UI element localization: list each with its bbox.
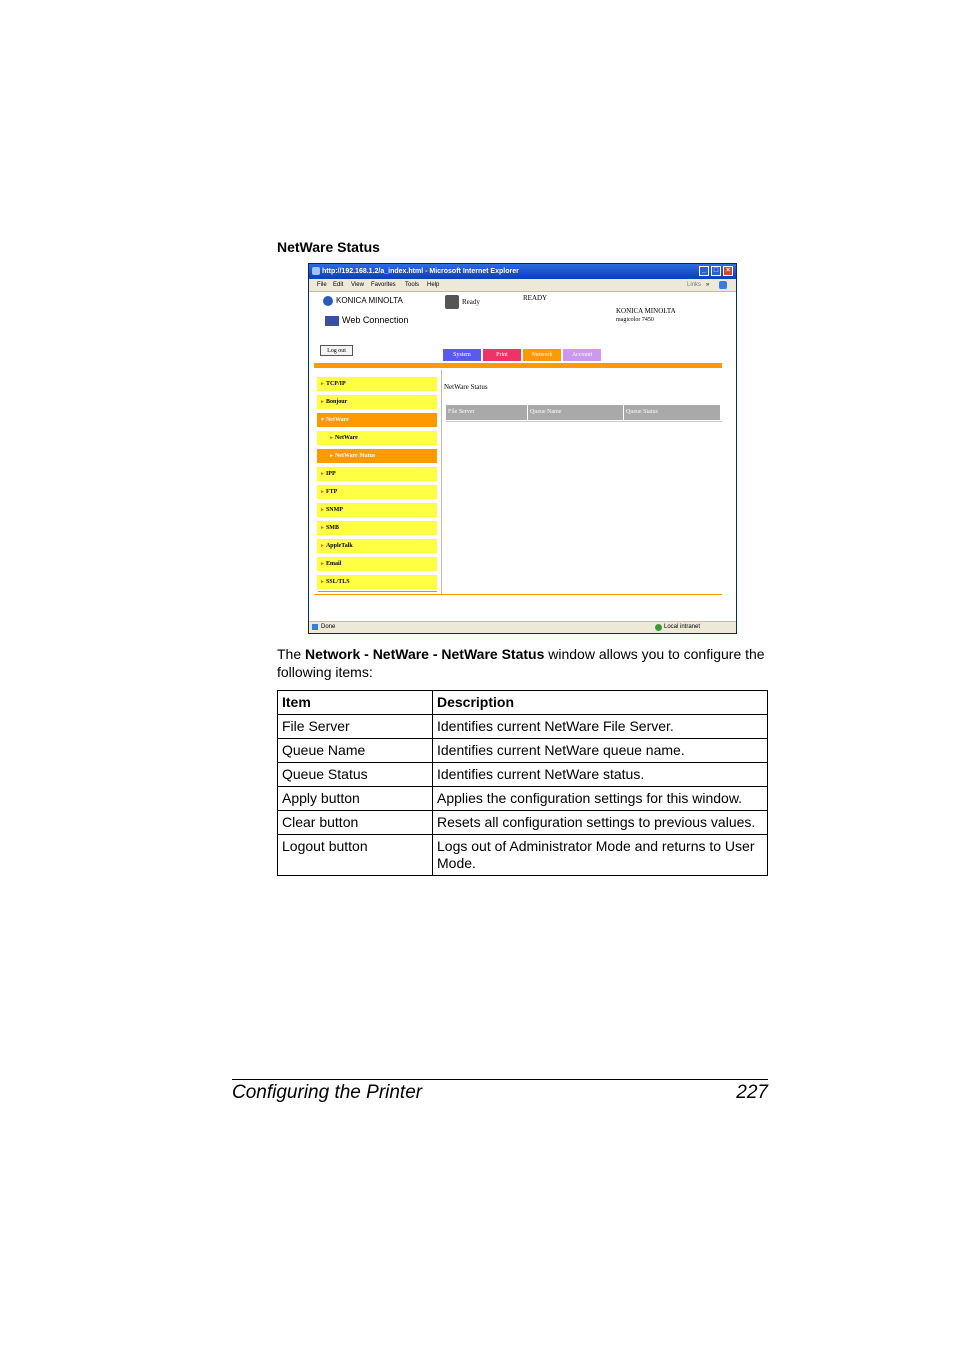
- cell-description: Identifies current NetWare queue name.: [433, 739, 768, 763]
- menu-file[interactable]: File: [317, 282, 327, 288]
- intro-bold-path: Network - NetWare - NetWare Status: [305, 646, 545, 662]
- cell-item: Queue Status: [278, 763, 433, 787]
- nav-ssltls[interactable]: ►SSL/TLS: [317, 575, 437, 589]
- nav-netware-sub[interactable]: ►NetWare: [317, 431, 437, 445]
- menu-favorites[interactable]: Favorites: [371, 282, 396, 288]
- table-row: [278, 811, 768, 835]
- printer-ready-label: Ready: [462, 298, 480, 306]
- menu-edit[interactable]: Edit: [333, 282, 344, 288]
- tab-system[interactable]: System: [443, 349, 481, 361]
- device-brand: KONICA MINOLTA: [616, 307, 676, 315]
- arrow-right-icon: ►: [320, 562, 325, 567]
- window-title: http://192.168.1.2/a_index.html - Microsoft Internet Explorer: [322, 268, 519, 275]
- intranet-icon: [655, 624, 662, 631]
- pagescope-icon: [325, 316, 339, 326]
- menu-bar: [309, 279, 736, 292]
- menu-help[interactable]: Help: [427, 282, 440, 288]
- cell-item: File Server: [278, 715, 433, 739]
- nav-tcpip[interactable]: ►TCP/IP: [317, 377, 437, 391]
- footer-rule: [232, 1079, 768, 1080]
- column-queue-status: Queue Status: [624, 405, 721, 420]
- arrow-right-icon: ►: [320, 382, 325, 387]
- table-row: [278, 835, 768, 876]
- cell-item: Clear button: [278, 811, 433, 835]
- tab-network[interactable]: Network: [523, 349, 561, 361]
- logout-button[interactable]: Log out: [320, 345, 353, 356]
- nav-ftp[interactable]: ►FTP: [317, 485, 437, 499]
- nav-bonjour[interactable]: ►Bonjour: [317, 395, 437, 409]
- arrow-right-icon: ►: [329, 454, 334, 459]
- table-row: [278, 787, 768, 811]
- intro-paragraph: The Network - NetWare - NetWare Status window allows you to configure the following items:: [277, 646, 765, 680]
- chevron-right-icon[interactable]: »: [706, 282, 710, 288]
- table-row: [278, 715, 768, 739]
- table-header-row: [278, 691, 768, 715]
- tab-print[interactable]: Print: [483, 349, 521, 361]
- nav-snmp[interactable]: ►SNMP: [317, 503, 437, 517]
- header-divider: [314, 363, 722, 368]
- footer-divider: [314, 594, 722, 595]
- cell-description: Resets all configuration settings to previous values.: [433, 811, 768, 835]
- nav-netware-status[interactable]: ►NetWare Status: [317, 449, 437, 463]
- cell-item: Queue Name: [278, 739, 433, 763]
- nav-appletalk[interactable]: ►AppleTalk: [317, 539, 437, 553]
- page-icon: [312, 624, 318, 630]
- status-zone: Local intranet: [664, 624, 701, 630]
- menu-tools[interactable]: Tools: [405, 282, 420, 288]
- arrow-right-icon: ►: [320, 526, 325, 531]
- web-page: [311, 292, 734, 622]
- arrow-right-icon: ►: [320, 580, 325, 585]
- frame-divider: [441, 370, 442, 595]
- links-label[interactable]: Links: [687, 282, 702, 288]
- web-connection-logo: Web Connection: [325, 315, 408, 326]
- header-description: Description: [433, 691, 768, 715]
- table-row: [278, 763, 768, 787]
- arrow-right-icon: ►: [320, 508, 325, 513]
- window-titlebar: [309, 264, 736, 279]
- cell-description: Applies the configuration settings for this window.: [433, 787, 768, 811]
- page-number: 227: [736, 1082, 768, 1103]
- table-underline: [446, 421, 722, 422]
- footer-title: Configuring the Printer: [232, 1082, 423, 1103]
- cell-item: Apply button: [278, 787, 433, 811]
- nav-smb[interactable]: ►SMB: [317, 521, 437, 535]
- arrow-down-icon: ▼: [320, 418, 325, 423]
- status-done: Done: [321, 624, 336, 630]
- ie-icon: [312, 267, 320, 275]
- menu-view[interactable]: View: [351, 282, 364, 288]
- arrow-right-icon: ►: [320, 400, 325, 405]
- nav-netware[interactable]: ▼NetWare: [317, 413, 437, 427]
- nav-ipp[interactable]: ►IPP: [317, 467, 437, 481]
- minimize-icon[interactable]: _: [699, 266, 709, 276]
- cell-description: Identifies current NetWare File Server.: [433, 715, 768, 739]
- tab-account[interactable]: Account: [563, 349, 601, 361]
- printer-icon: [445, 295, 459, 309]
- section-heading: NetWare Status: [277, 239, 380, 255]
- device-model: magicolor 7450: [616, 317, 654, 323]
- maximize-icon[interactable]: □: [711, 266, 721, 276]
- konica-minolta-logo: KONICA MINOLTA: [323, 296, 403, 306]
- windows-logo-icon: [719, 281, 727, 289]
- logo-globe-icon: [323, 296, 333, 306]
- printer-status: READY: [523, 294, 548, 302]
- header-item: Item: [278, 691, 433, 715]
- status-bar: [309, 621, 736, 633]
- cell-item: Logout button: [278, 835, 433, 876]
- arrow-right-icon: ►: [320, 544, 325, 549]
- column-queue-name: Queue Name: [528, 405, 624, 420]
- arrow-right-icon: ►: [320, 490, 325, 495]
- nav-email[interactable]: ►Email: [317, 557, 437, 571]
- browser-screenshot: [308, 263, 737, 634]
- cell-description: Logs out of Administrator Mode and returns to User Mode.: [433, 835, 768, 876]
- content-title: NetWare Status: [444, 383, 488, 391]
- cell-description: Identifies current NetWare status.: [433, 763, 768, 787]
- arrow-right-icon: ►: [320, 472, 325, 477]
- column-file-server: File Server: [446, 405, 528, 420]
- arrow-right-icon: ►: [329, 436, 334, 441]
- nav-divider: [318, 591, 437, 592]
- items-table: [277, 690, 768, 876]
- close-icon[interactable]: ×: [723, 266, 733, 276]
- table-row: [278, 739, 768, 763]
